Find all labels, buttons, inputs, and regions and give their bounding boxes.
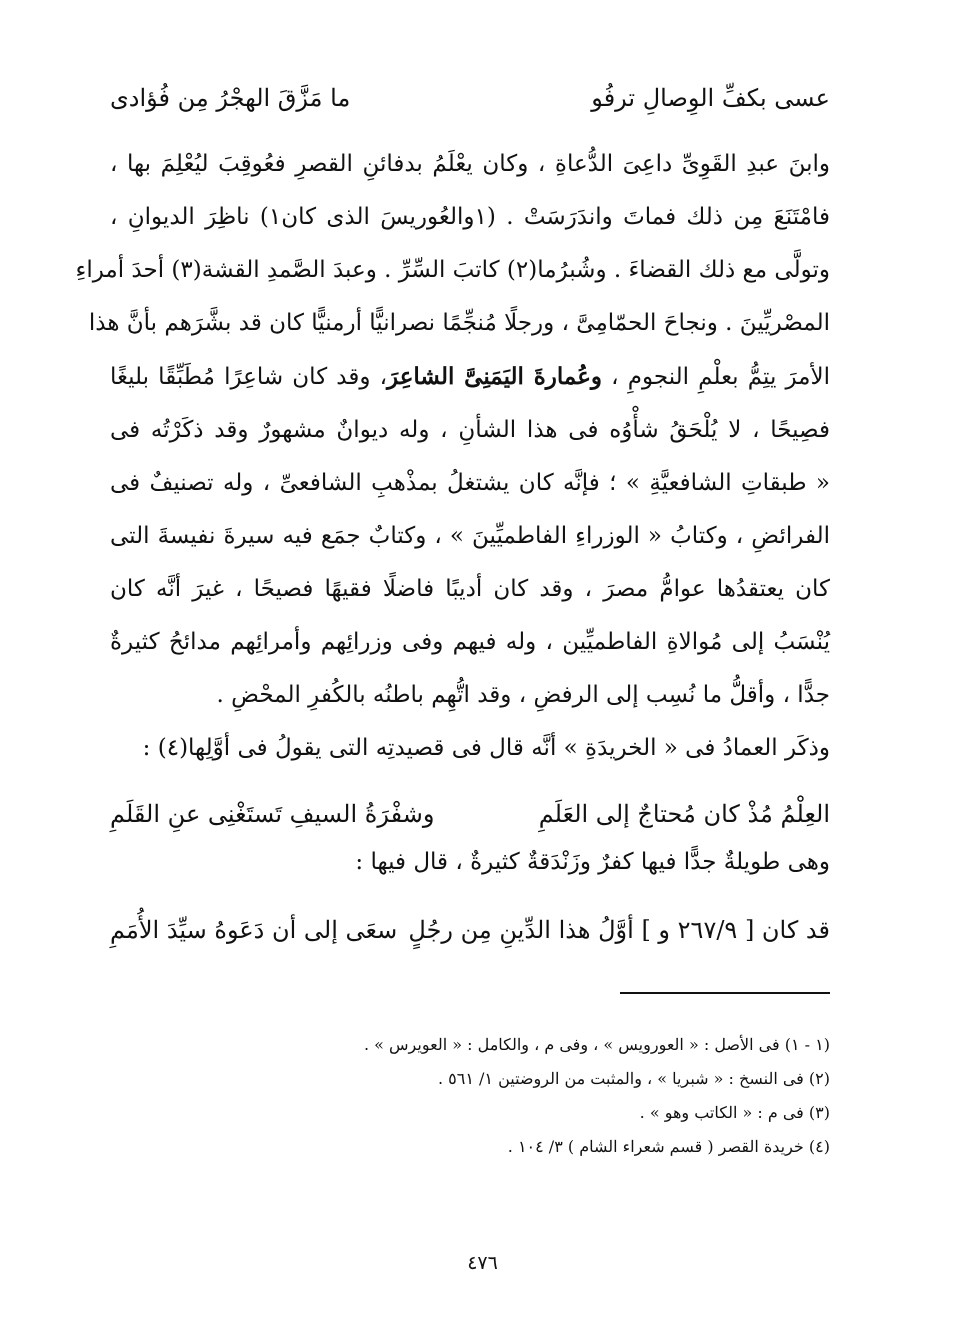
text-line: « طبقاتِ الشافعيَّةِ » ؛ فإنَّه كان يشتغلُ بمذْهبِ الشافعىِّ ، وله تصنيفٌ فى (110, 470, 830, 496)
text-line-with-bold-name (110, 350, 830, 404)
verse-bottom-left-hemistich: سعَى إلى أن دَعَوهُ سيِّدَ الأُمَمِ (110, 916, 398, 944)
paragraph-intro-verse (130, 722, 830, 775)
footnote-4: (٤) خريدة القصر ( قسم شعراء الشام ) ٣/ ١٠٤ . (507, 1137, 830, 1156)
text-line: وذكَر العمادُ فى « الخريدَةِ » أنَّه قال فى قصيدتِه التى يقولُ فى أوَّلِها(٤) : (142, 735, 830, 761)
verse-middle-right-hemistich: العِلْمُ مُذْ كان مُحتاجٌ إلى العَلَمِ (538, 800, 830, 828)
text-line: الفرائضِ ، وكتابُ « الوزراءِ الفاطميِّينَ » ، وكتابٌ جمَع فيه سيرةَ نفيسةَ التى (110, 523, 830, 549)
verse-top (110, 78, 830, 118)
verse-top-left-hemistich: ما مَزَّقَ الهجْرُ مِن فُؤادى (110, 84, 351, 112)
footnotes (320, 1028, 830, 1164)
text-line: فامْتَنَعَ مِن ذلك فماتَ واندَرَسَتْ . (١والعُوريسَ الذى كان١) ناظِرَ الديوانِ ، (110, 204, 830, 230)
text-segment: الأمرَ يتِمُّ بعلْمِ النجومِ ، (611, 364, 830, 390)
footnote-1: (١ - ١) فى الأصل : « العورويس » ، وفى م ، والكامل : « العويرس » . (363, 1035, 830, 1054)
text-line: فصِيحًا ، لا يُلْحَقُ شأْوُه فى هذا الشأنِ ، وله ديوانٌ مشهورٌ وقد ذكَرْتُه فى (110, 417, 830, 443)
text-line: وتولَّى مع ذلك القضاءَ . وشُبرُما(٢) كاتبَ السِّرِّ . وعبدَ الصَّمدِ القشة(٣) أحدَ أمراءِ (75, 257, 830, 283)
verse-middle-left-hemistich: وشفْرَةُ السيفِ تَستَغْنِى عنِ القَلَمِ (110, 800, 435, 828)
paragraph-comment (130, 836, 830, 889)
verse-bottom (110, 910, 830, 950)
verse-bottom-right-hemistich: قد كان [ ٢٦٧/٩ و ] أوَّلُ هذا الدِّينِ مِن رجُلٍ (408, 916, 830, 944)
text-line: يُنْسَبُ إلى مُوالاةِ الفاطميِّين ، وله فيهم وفى وزرائِهم وأمرائِهم مدائحُ كثيرةٌ (110, 629, 830, 655)
text-line: جدًّا ، وأقلُّ ما نُسِب إلى الرفضِ ، وقد اتُّهِم باطنُه بالكُفرِ المحْضِ . (216, 682, 830, 708)
text-line: المصْريِّينَ . ونجاحَ الحمّامِىَّ ، ورجلًا مُنجِّمًا نصرانيًّا أرمنيًّا كان قد بشَّرَهم بأنَّ هذا (88, 310, 830, 336)
text-line: كان يعتقدُها عوامُّ مصرَ ، وقد كان أديبًا فاضلًا فقيهًا فصيحًا ، غيرَ أنَّه كان (110, 576, 830, 602)
footnote-separator (620, 992, 830, 994)
text-line: وابنَ عبدِ القَوِىِّ داعِىَ الدُّعاةِ ، وكان يعْلَمُ بدفائنِ القصرِ فعُوقِبَ ليُعْلِمَ بها ، (110, 151, 830, 177)
text-segment: ، وقد كان شاعِرًا مُطَبِّقًا بليغًا (110, 364, 387, 390)
page-number: ٤٧٦ (467, 1252, 498, 1274)
footnote-2: (٢) فى النسخ : « شبريا » ، والمثبت من الروضتين ١/ ٥٦١ . (437, 1069, 830, 1088)
footnote-3: (٣) فى م : « الكاتب وهو » . (639, 1103, 830, 1122)
text-line: وهى طويلةٌ جدًّا فيها كفرٌ وزَنْدَقةٌ كثيرةٌ ، قال فيها : (355, 849, 830, 875)
bold-name: وعُمارةَ اليَمَنِىَّ الشاعِرَ (387, 363, 603, 390)
verse-middle (110, 794, 830, 834)
paragraph-main (75, 138, 830, 722)
verse-top-right-hemistich: عسى بكفِّ الوِصالِ ترفُو (591, 84, 830, 112)
